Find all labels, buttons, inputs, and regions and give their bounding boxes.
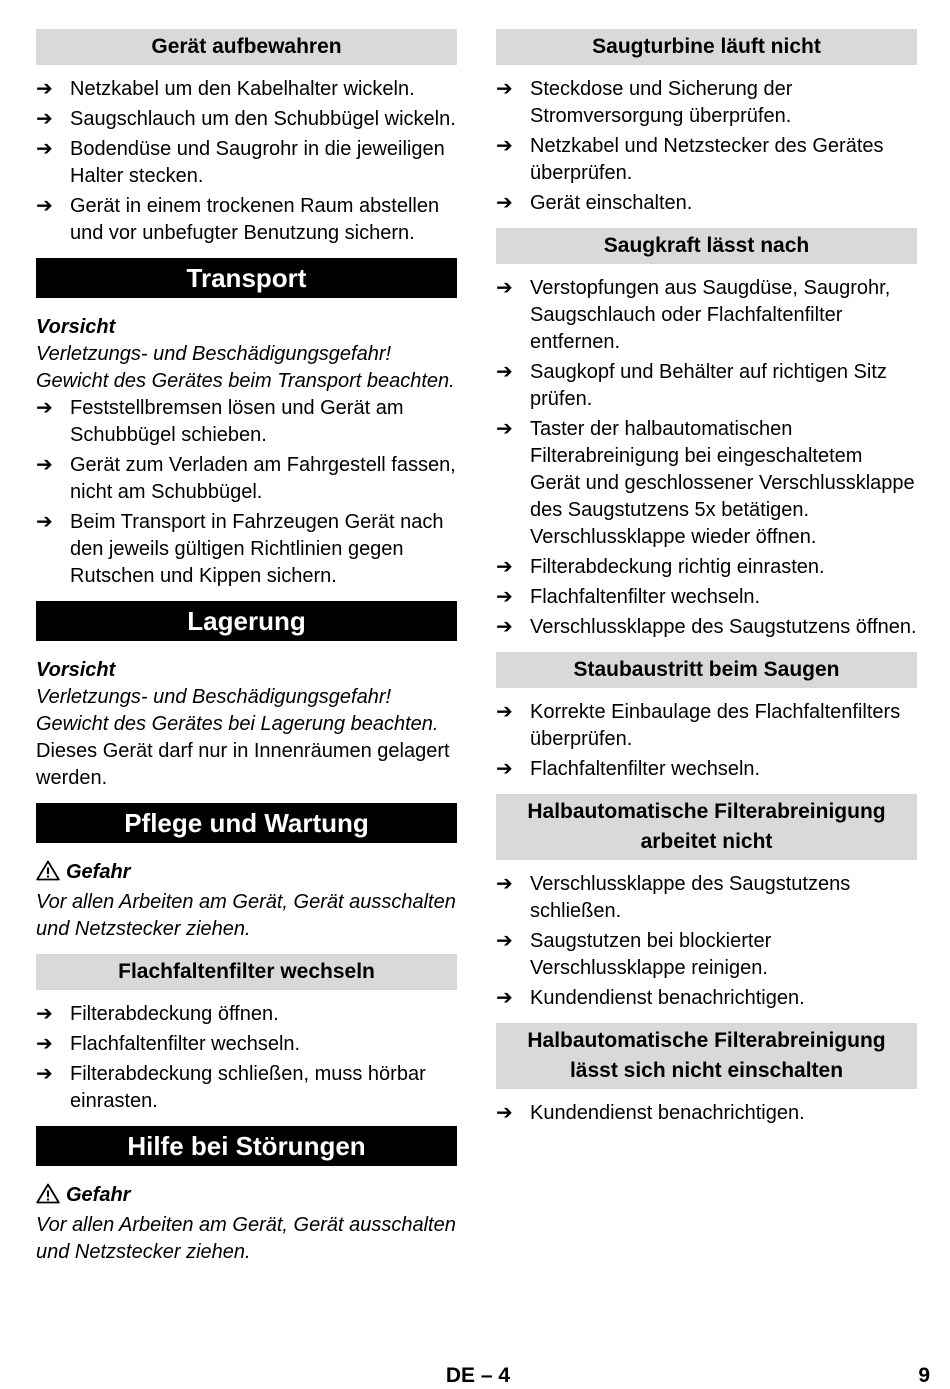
arrow-right-icon: ➔ [36,511,53,533]
arrow-right-icon: ➔ [496,586,513,608]
arrow-right-icon: ➔ [36,108,53,130]
heading-lagerung: Lagerung [36,601,457,641]
arrow-right-icon: ➔ [496,1102,513,1124]
caution-label: Vorsicht [36,659,116,681]
storage-list [36,76,457,247]
arrow-right-icon: ➔ [496,135,513,157]
staub-list [496,699,917,783]
arrow-right-icon: ➔ [36,454,53,476]
list-item: ➔ Verstopfungen aus Saugdüse, Saugrohr, Saugschlauch oder Flachfaltenfilter entfernen. [496,277,891,353]
warning-triangle-icon [36,1183,60,1212]
arrow-right-icon: ➔ [36,397,53,419]
halb2-list [496,1100,917,1127]
heading-flachfaltenfilter-wechseln: Flachfaltenfilter wechseln [36,954,457,990]
caution-text: Verletzungs- und Beschädigungsgefahr! Gewicht des Gerätes bei Lagerung beachten. [36,686,439,735]
storage-note: Dieses Gerät darf nur in Innenräumen gelagert werden. [36,740,450,789]
transport-list [36,395,457,590]
list-item: ➔ Saugschlauch um den Schubbügel wickeln. [36,106,457,133]
danger-label-row [36,1182,457,1212]
arrow-right-icon: ➔ [496,361,513,383]
arrow-right-icon: ➔ [496,616,513,638]
list-item: ➔ Bodendüse und Saugrohr in die jeweiligen Halter stecken. [36,138,445,187]
left-column [36,29,457,1266]
list-item: ➔ Verschlussklappe des Saugstutzens öffnen. [496,614,917,641]
page-number: 9 [918,1364,930,1387]
list-item: ➔ Steckdose und Sicherung der Stromversorgung überprüfen. [496,78,793,127]
danger-label: Gefahr [66,1184,131,1206]
arrow-right-icon: ➔ [496,556,513,578]
list-item: ➔ Saugkopf und Behälter auf richtigen Sitz prüfen. [496,361,887,410]
arrow-right-icon: ➔ [496,78,513,100]
arrow-right-icon: ➔ [496,701,513,723]
heading-transport: Transport [36,258,457,298]
heading-hilfe-bei-stoerungen: Hilfe bei Störungen [36,1126,457,1166]
list-item: ➔ Kundendienst benachrichtigen. [496,1100,917,1127]
list-item: ➔ Flachfaltenfilter wechseln. [36,1031,457,1058]
list-item: ➔ Gerät in einem trockenen Raum abstellen und vor unbefugter Benutzung sichern. [36,195,440,244]
arrow-right-icon: ➔ [496,930,513,952]
saugkraft-list [496,275,917,641]
arrow-right-icon: ➔ [36,78,53,100]
heading-pflege-und-wartung: Pflege und Wartung [36,803,457,843]
danger-text: Vor allen Arbeiten am Gerät, Gerät ausschalten und Netzstecker ziehen. [36,891,456,940]
list-item: ➔ Filterabdeckung richtig einrasten. [496,554,917,581]
footer-section-label: DE – 4 [445,1364,511,1387]
list-item: ➔ Netzkabel und Netzstecker des Gerätes überprüfen. [496,135,884,184]
list-item: ➔ Filterabdeckung schließen, muss hörbar einrasten. [36,1063,426,1112]
heading-saugturbine: Saugturbine läuft nicht [496,29,917,65]
list-item: ➔ Kundendienst benachrichtigen. [496,985,917,1012]
heading-staubaustritt: Staubaustritt beim Saugen [496,652,917,688]
heading-geraet-aufbewahren: Gerät aufbewahren [36,29,457,65]
list-item: ➔ Flachfaltenfilter wechseln. [496,756,917,783]
list-item: ➔ Gerät zum Verladen am Fahrgestell fassen, nicht am Schubbügel. [36,454,456,503]
arrow-right-icon: ➔ [496,758,513,780]
arrow-right-icon: ➔ [496,873,513,895]
arrow-right-icon: ➔ [36,1033,53,1055]
list-item: ➔ Taster der halbautomatischen Filterabreinigung bei eingeschaltetem Gerät und geschlossener Verschlussklappe des Saugstutzens 5x betätigen. Verschlussklappe wieder öffnen. [496,418,915,548]
arrow-right-icon: ➔ [496,192,513,214]
arrow-right-icon: ➔ [36,1063,53,1085]
turbine-list [496,76,917,217]
arrow-right-icon: ➔ [36,1003,53,1025]
list-item: ➔ Saugstutzen bei blockierter Verschlussklappe reinigen. [496,930,772,979]
list-item: ➔ Feststellbremsen lösen und Gerät am Schubbügel schieben. [36,397,404,446]
filter-list [36,1001,457,1115]
heading-saugkraft: Saugkraft lässt nach [496,228,917,264]
list-item: ➔ Netzkabel um den Kabelhalter wickeln. [36,76,457,103]
list-item: ➔ Korrekte Einbaulage des Flachfaltenfilters überprüfen. [496,701,901,750]
arrow-right-icon: ➔ [36,138,53,160]
danger-label-row [36,859,457,889]
list-item: ➔ Filterabdeckung öffnen. [36,1001,457,1028]
arrow-right-icon: ➔ [496,277,513,299]
heading-filterabreinigung-arbeitet-nicht: Halbautomatische Filterabreinigung arbeitet nicht [496,794,917,860]
warning-triangle-icon [36,860,60,889]
list-item: ➔ Verschlussklappe des Saugstutzens schließen. [496,873,851,922]
halb1-list [496,871,917,1012]
caution-text: Verletzungs- und Beschädigungsgefahr! Gewicht des Gerätes beim Transport beachten. [36,343,455,392]
arrow-right-icon: ➔ [496,987,513,1009]
right-column [496,29,917,1130]
heading-filterabreinigung-nicht-einschalten: Halbautomatische Filterabreinigung lässt sich nicht einschalten [496,1023,917,1089]
arrow-right-icon: ➔ [36,195,53,217]
list-item: ➔ Flachfaltenfilter wechseln. [496,584,917,611]
list-item: ➔ Gerät einschalten. [496,190,917,217]
danger-label: Gefahr [66,861,131,883]
caution-label: Vorsicht [36,316,116,338]
danger-text: Vor allen Arbeiten am Gerät, Gerät ausschalten und Netzstecker ziehen. [36,1214,456,1263]
arrow-right-icon: ➔ [496,418,513,440]
list-item: ➔ Beim Transport in Fahrzeugen Gerät nach den jeweils gültigen Richtlinien gegen Rutschen und Kippen sichern. [36,511,444,587]
